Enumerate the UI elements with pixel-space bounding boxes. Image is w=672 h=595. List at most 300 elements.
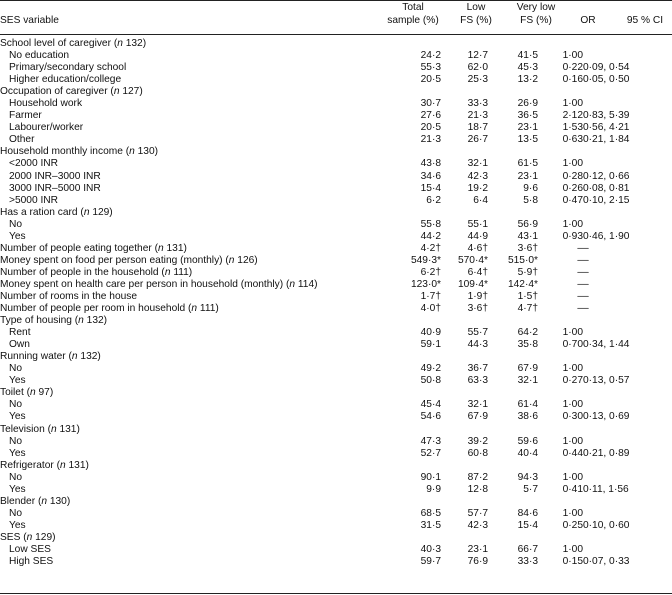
n-label: n: [113, 86, 120, 98]
n-label: n: [41, 495, 48, 507]
n-label: n: [60, 459, 66, 471]
cell-very-low: 40·4: [517, 447, 538, 459]
n-count: 126): [234, 254, 258, 266]
cell-ci: 0·46, 1·90: [583, 230, 630, 242]
cell-low: [441, 424, 488, 436]
row-label: [0, 472, 385, 484]
header-ci: 95 % CI: [626, 15, 664, 26]
table-row: [0, 472, 672, 484]
cell-or: [538, 351, 583, 363]
cell-ci: –: [583, 254, 589, 266]
cell-very-low: 56·9: [517, 218, 538, 230]
cell-low: 39·2: [467, 435, 488, 447]
row-label: [0, 38, 385, 50]
label-text: No: [9, 218, 23, 230]
cell-or: –: [577, 266, 583, 278]
row-label: [0, 327, 385, 339]
cell-ci: [583, 351, 672, 363]
table-row: [0, 484, 672, 496]
cell-ci: 0·13, 0·57: [583, 375, 630, 387]
row-label: [0, 255, 385, 267]
cell-total: [385, 146, 441, 158]
cell-total: [385, 387, 441, 399]
label-text: Primary/secondary school: [9, 62, 127, 74]
cell-very-low: [488, 460, 538, 472]
cell-ci: –: [583, 278, 589, 290]
label-text: No education: [9, 50, 70, 62]
cell-very-low: [488, 424, 538, 436]
cell-or: 0·28: [562, 170, 583, 182]
cell-low: 25·3: [467, 74, 488, 86]
cell-or: 0·47: [562, 194, 583, 206]
table-row: [0, 327, 672, 339]
group-row: [0, 496, 672, 508]
cell-or: [538, 207, 583, 219]
cell-ci: –: [583, 290, 589, 302]
cell-total: 24·2: [420, 50, 441, 62]
cell-ci: [583, 327, 672, 339]
cell-low: 32·1: [467, 399, 488, 411]
cell-low: [441, 460, 488, 472]
cell-low: 109·4*: [457, 278, 488, 290]
cell-total: [385, 351, 441, 363]
n-label: n: [289, 278, 296, 290]
cell-or: –: [577, 254, 583, 266]
cell-low: [441, 532, 488, 544]
label-text: Number of people in the household (: [0, 266, 165, 278]
label-text: Number of rooms in the house: [0, 290, 138, 302]
label-text: Money spent on health care per person in household (monthly) (: [0, 278, 290, 290]
cell-ci: [583, 219, 672, 231]
row-label: [0, 98, 385, 110]
cell-very-low: 61·4: [517, 399, 538, 411]
cell-total: 31·5: [420, 519, 441, 531]
row-label: [0, 183, 385, 195]
cell-or: [538, 532, 583, 544]
cell-total: 34·6: [420, 170, 441, 182]
cell-ci: –: [583, 303, 589, 315]
table-row: [0, 399, 672, 411]
table-row: [0, 255, 672, 267]
n-label: n: [30, 387, 36, 399]
row-label: [0, 484, 385, 496]
cell-low: 87·2: [467, 471, 488, 483]
cell-or: 1·00: [562, 363, 583, 375]
n-label: n: [78, 315, 84, 327]
header-low: Low FS (%): [460, 2, 492, 26]
n-count: 130): [47, 495, 71, 507]
label-text: Yes: [9, 483, 26, 495]
cell-very-low: 35·8: [517, 339, 538, 351]
table-row: [0, 544, 672, 556]
row-label: [0, 195, 385, 207]
group-row: [0, 207, 672, 219]
label-text: Low SES: [9, 543, 51, 555]
group-row: [0, 146, 672, 158]
cell-total: 6·2†: [420, 266, 441, 278]
cell-ci: 0·10, 2·15: [583, 194, 630, 206]
cell-or: [538, 460, 583, 472]
cell-ci: [583, 98, 672, 110]
n-label: n: [117, 38, 123, 49]
group-row: [0, 387, 672, 399]
header-very-low: Very low FS (%): [516, 2, 556, 26]
cell-total: 21·3: [420, 134, 441, 146]
label-text: 2000 INR–3000 INR: [9, 170, 101, 182]
cell-very-low: 67·9: [517, 363, 538, 375]
label-text: <2000 INR: [9, 158, 58, 170]
row-label: [0, 532, 385, 544]
n-count: 114): [295, 278, 318, 290]
cell-ci: [583, 146, 672, 158]
cell-ci: [583, 472, 672, 484]
cell-very-low: 59·6: [517, 435, 538, 447]
cell-low: [441, 146, 488, 158]
cell-ci: [583, 424, 672, 436]
cell-total: 15·4: [420, 182, 441, 194]
header-variable: SES variable: [0, 15, 59, 26]
header-rule: [0, 34, 672, 35]
row-label: [0, 146, 385, 158]
row-label: [0, 399, 385, 411]
group-row: [0, 86, 672, 98]
n-label: n: [50, 423, 57, 435]
cell-total: [385, 315, 441, 327]
cell-total: 9·9: [426, 483, 441, 495]
table-row: [0, 183, 672, 195]
label-text: No: [9, 471, 23, 483]
cell-total: 20·5: [420, 122, 441, 134]
cell-or: [538, 387, 583, 399]
label-text: Higher education/college: [9, 74, 122, 86]
cell-or: 0·15: [562, 556, 583, 568]
cell-low: 570·4*: [457, 254, 488, 266]
label-text: Yes: [9, 375, 26, 387]
label-text: Yes: [9, 447, 26, 459]
cell-or: 0·63: [562, 134, 583, 146]
cell-low: 76·9: [467, 556, 488, 568]
row-label: [0, 74, 385, 86]
label-text: Has a ration card (: [0, 206, 84, 218]
table-row: [0, 375, 672, 387]
cell-ci: [583, 544, 672, 556]
cell-very-low: [488, 387, 538, 399]
cell-very-low: [488, 532, 538, 544]
label-text: Farmer: [9, 110, 42, 122]
cell-or: 1·00: [562, 507, 583, 519]
cell-or: 1·00: [562, 435, 583, 447]
cell-or: [538, 86, 583, 98]
cell-very-low: 61·5: [517, 158, 538, 170]
label-text: Number of people eating together (: [0, 242, 159, 254]
n-label: n: [26, 531, 33, 543]
label-text: Number of people per room in household (: [0, 303, 192, 315]
cell-very-low: 5·8: [523, 194, 538, 206]
cell-total: 549·3*: [410, 254, 441, 266]
cell-total: 4·0†: [420, 303, 441, 315]
row-label: [0, 219, 385, 231]
cell-ci: [583, 436, 672, 448]
label-text: Blender (: [0, 495, 42, 507]
cell-very-low: 13·2: [517, 74, 538, 86]
cell-total: [385, 86, 441, 98]
row-label: [0, 556, 385, 568]
cell-low: 21·3: [467, 110, 488, 122]
n-count: 97): [35, 387, 54, 399]
cell-ci: [583, 315, 672, 327]
label-text: SES (: [0, 531, 27, 543]
cell-or: –: [577, 303, 583, 315]
table-row: [0, 171, 672, 183]
cell-low: 67·9: [467, 411, 488, 423]
cell-ci: 0·21, 0·89: [583, 447, 630, 459]
cell-or: [538, 38, 583, 50]
table-row: [0, 520, 672, 532]
cell-total: 123·0*: [410, 278, 441, 290]
n-label: n: [228, 254, 235, 266]
n-label: n: [164, 266, 171, 278]
cell-ci: 0·12, 0·66: [583, 170, 630, 182]
row-label: [0, 291, 385, 303]
table-row: [0, 303, 672, 315]
group-row: [0, 315, 672, 327]
row-label: [0, 339, 385, 351]
cell-very-low: 142·4*: [507, 278, 538, 290]
cell-total: 27·6: [420, 110, 441, 122]
row-label: [0, 86, 385, 98]
label-text: No: [9, 399, 23, 411]
n-count: 129): [32, 531, 56, 543]
n-count: 132): [122, 38, 147, 49]
cell-ci: [583, 363, 672, 375]
table-row: [0, 279, 672, 291]
cell-very-low: 32·1: [517, 375, 538, 387]
cell-very-low: 33·3: [517, 556, 538, 568]
row-label: [0, 171, 385, 183]
cell-total: 40·9: [420, 327, 441, 339]
table-row: [0, 339, 672, 351]
label-text: Yes: [9, 230, 26, 242]
cell-low: [441, 315, 488, 327]
n-count: 111): [197, 303, 219, 315]
cell-low: 55·7: [467, 327, 488, 339]
cell-very-low: 23·1: [517, 170, 538, 182]
cell-ci: [583, 387, 672, 399]
cell-low: 23·1: [467, 543, 488, 555]
row-label: [0, 267, 385, 279]
table-row: [0, 411, 672, 423]
row-label: [0, 207, 385, 219]
row-label: [0, 158, 385, 170]
cell-total: 4·2†: [420, 242, 441, 254]
cell-very-low: [488, 496, 538, 508]
cell-low: [441, 86, 488, 98]
row-label: [0, 303, 385, 315]
cell-or: 0·30: [562, 411, 583, 423]
cell-or: 1·00: [562, 98, 583, 110]
cell-or: 0·22: [562, 62, 583, 74]
cell-very-low: 15·4: [517, 519, 538, 531]
data-table: [0, 38, 672, 568]
cell-or: 1·00: [562, 158, 583, 170]
cell-total: [385, 38, 441, 50]
cell-or: 1·00: [562, 327, 583, 339]
cell-or: 0·26: [562, 182, 583, 194]
group-row: [0, 38, 672, 50]
cell-low: 32·1: [467, 158, 488, 170]
table-row: [0, 291, 672, 303]
row-label: [0, 508, 385, 520]
cell-very-low: 43·1: [517, 230, 538, 242]
cell-very-low: 13·5: [517, 134, 538, 146]
n-count: 131): [163, 242, 187, 254]
cell-or: 1·53: [562, 122, 583, 134]
table-row: [0, 50, 672, 62]
group-row: [0, 460, 672, 472]
label-text: Yes: [9, 411, 26, 423]
cell-or: –: [577, 242, 583, 254]
row-label: [0, 363, 385, 375]
cell-low: [441, 207, 488, 219]
row-label: [0, 411, 385, 423]
cell-very-low: 26·9: [517, 98, 538, 110]
label-text: Household monthly income (: [0, 146, 130, 158]
cell-low: 3·6†: [467, 303, 488, 315]
cell-ci: 0·13, 0·69: [583, 411, 630, 423]
cell-low: 44·3: [467, 339, 488, 351]
row-label: [0, 279, 385, 291]
cell-ci: 0·21, 1·84: [583, 134, 630, 146]
cell-low: 4·6†: [467, 242, 488, 254]
cell-ci: [583, 460, 672, 472]
label-text: Household work: [9, 98, 83, 110]
table-row: [0, 195, 672, 207]
cell-very-low: [488, 146, 538, 158]
label-text: No: [9, 435, 23, 447]
cell-or: [538, 496, 583, 508]
label-text: Type of housing (: [0, 315, 79, 327]
table-row: [0, 219, 672, 231]
cell-ci: 0·08, 0·81: [583, 182, 630, 194]
row-label: [0, 231, 385, 243]
group-row: [0, 532, 672, 544]
cell-ci: 0·11, 1·56: [583, 483, 629, 495]
label-text: Television (: [0, 423, 51, 435]
cell-ci: [583, 496, 672, 508]
cell-very-low: [488, 315, 538, 327]
cell-low: 12·8: [467, 483, 488, 495]
cell-very-low: 1·5†: [517, 290, 538, 302]
cell-ci: [583, 86, 672, 98]
n-label: n: [158, 242, 164, 254]
label-text: High SES: [9, 556, 54, 568]
label-text: Occupation of caregiver (: [0, 86, 114, 98]
row-label: [0, 496, 385, 508]
cell-total: 47·3: [420, 435, 441, 447]
cell-very-low: 36·5: [517, 110, 538, 122]
n-count: 111): [170, 266, 193, 278]
cell-ci: 0·10, 0·60: [583, 519, 630, 531]
cell-very-low: 66·7: [517, 543, 538, 555]
row-label: [0, 387, 385, 399]
cell-total: 59·1: [420, 339, 441, 351]
cell-total: 20·5: [420, 74, 441, 86]
top-rule: [0, 0, 672, 1]
cell-low: 6·4: [473, 194, 488, 206]
cell-ci: 0·34, 1·44: [583, 339, 630, 351]
n-count: 132): [77, 351, 101, 363]
cell-low: 12·7: [467, 50, 488, 62]
cell-low: 55·1: [467, 218, 488, 230]
row-label: [0, 351, 385, 363]
cell-ci: [583, 207, 672, 219]
cell-total: 30·7: [420, 98, 441, 110]
cell-ci: [583, 532, 672, 544]
table-row: [0, 98, 672, 110]
cell-or: 0·44: [562, 447, 583, 459]
cell-very-low: 5·7: [523, 483, 538, 495]
row-label: [0, 460, 385, 472]
cell-total: 59·7: [420, 556, 441, 568]
cell-total: 68·5: [420, 507, 441, 519]
row-label: [0, 315, 385, 327]
label-text: Labourer/worker: [9, 122, 84, 134]
row-label: [0, 110, 385, 122]
label-text: School level of caregiver (: [0, 38, 118, 49]
label-text: No: [9, 363, 23, 375]
cell-or: [538, 146, 583, 158]
cell-ci: [583, 508, 672, 520]
cell-very-low: 23·1: [517, 122, 538, 134]
cell-total: [385, 532, 441, 544]
table-row: [0, 231, 672, 243]
row-label: [0, 134, 385, 146]
table-row: [0, 508, 672, 520]
table-row: [0, 158, 672, 170]
cell-very-low: 94·3: [517, 471, 538, 483]
cell-ci: –: [583, 242, 589, 254]
cell-total: 55·8: [420, 218, 441, 230]
group-row: [0, 424, 672, 436]
cell-total: 90·1: [420, 471, 441, 483]
table-row: [0, 363, 672, 375]
label-text: Refrigerator (: [0, 459, 61, 471]
cell-very-low: 515·0*: [507, 254, 538, 266]
cell-ci: [583, 50, 672, 62]
cell-ci: [583, 158, 672, 170]
cell-low: 33·3: [467, 98, 488, 110]
cell-very-low: 9·6: [523, 182, 538, 194]
table-row: [0, 74, 672, 86]
cell-total: [385, 424, 441, 436]
header-or: OR: [580, 15, 596, 26]
cell-low: 6·4†: [467, 266, 488, 278]
cell-or: 1·00: [562, 50, 583, 62]
n-count: 132): [83, 315, 108, 327]
label-text: Yes: [9, 519, 26, 531]
table-row: [0, 122, 672, 134]
n-label: n: [83, 206, 90, 218]
cell-or: 0·25: [562, 519, 583, 531]
cell-low: 19·2: [467, 182, 488, 194]
cell-very-low: 84·6: [517, 507, 538, 519]
cell-or: –: [577, 278, 583, 290]
cell-or: [538, 424, 583, 436]
cell-or: 1·00: [562, 399, 583, 411]
table-row: [0, 110, 672, 122]
cell-ci: [583, 399, 672, 411]
row-label: [0, 544, 385, 556]
